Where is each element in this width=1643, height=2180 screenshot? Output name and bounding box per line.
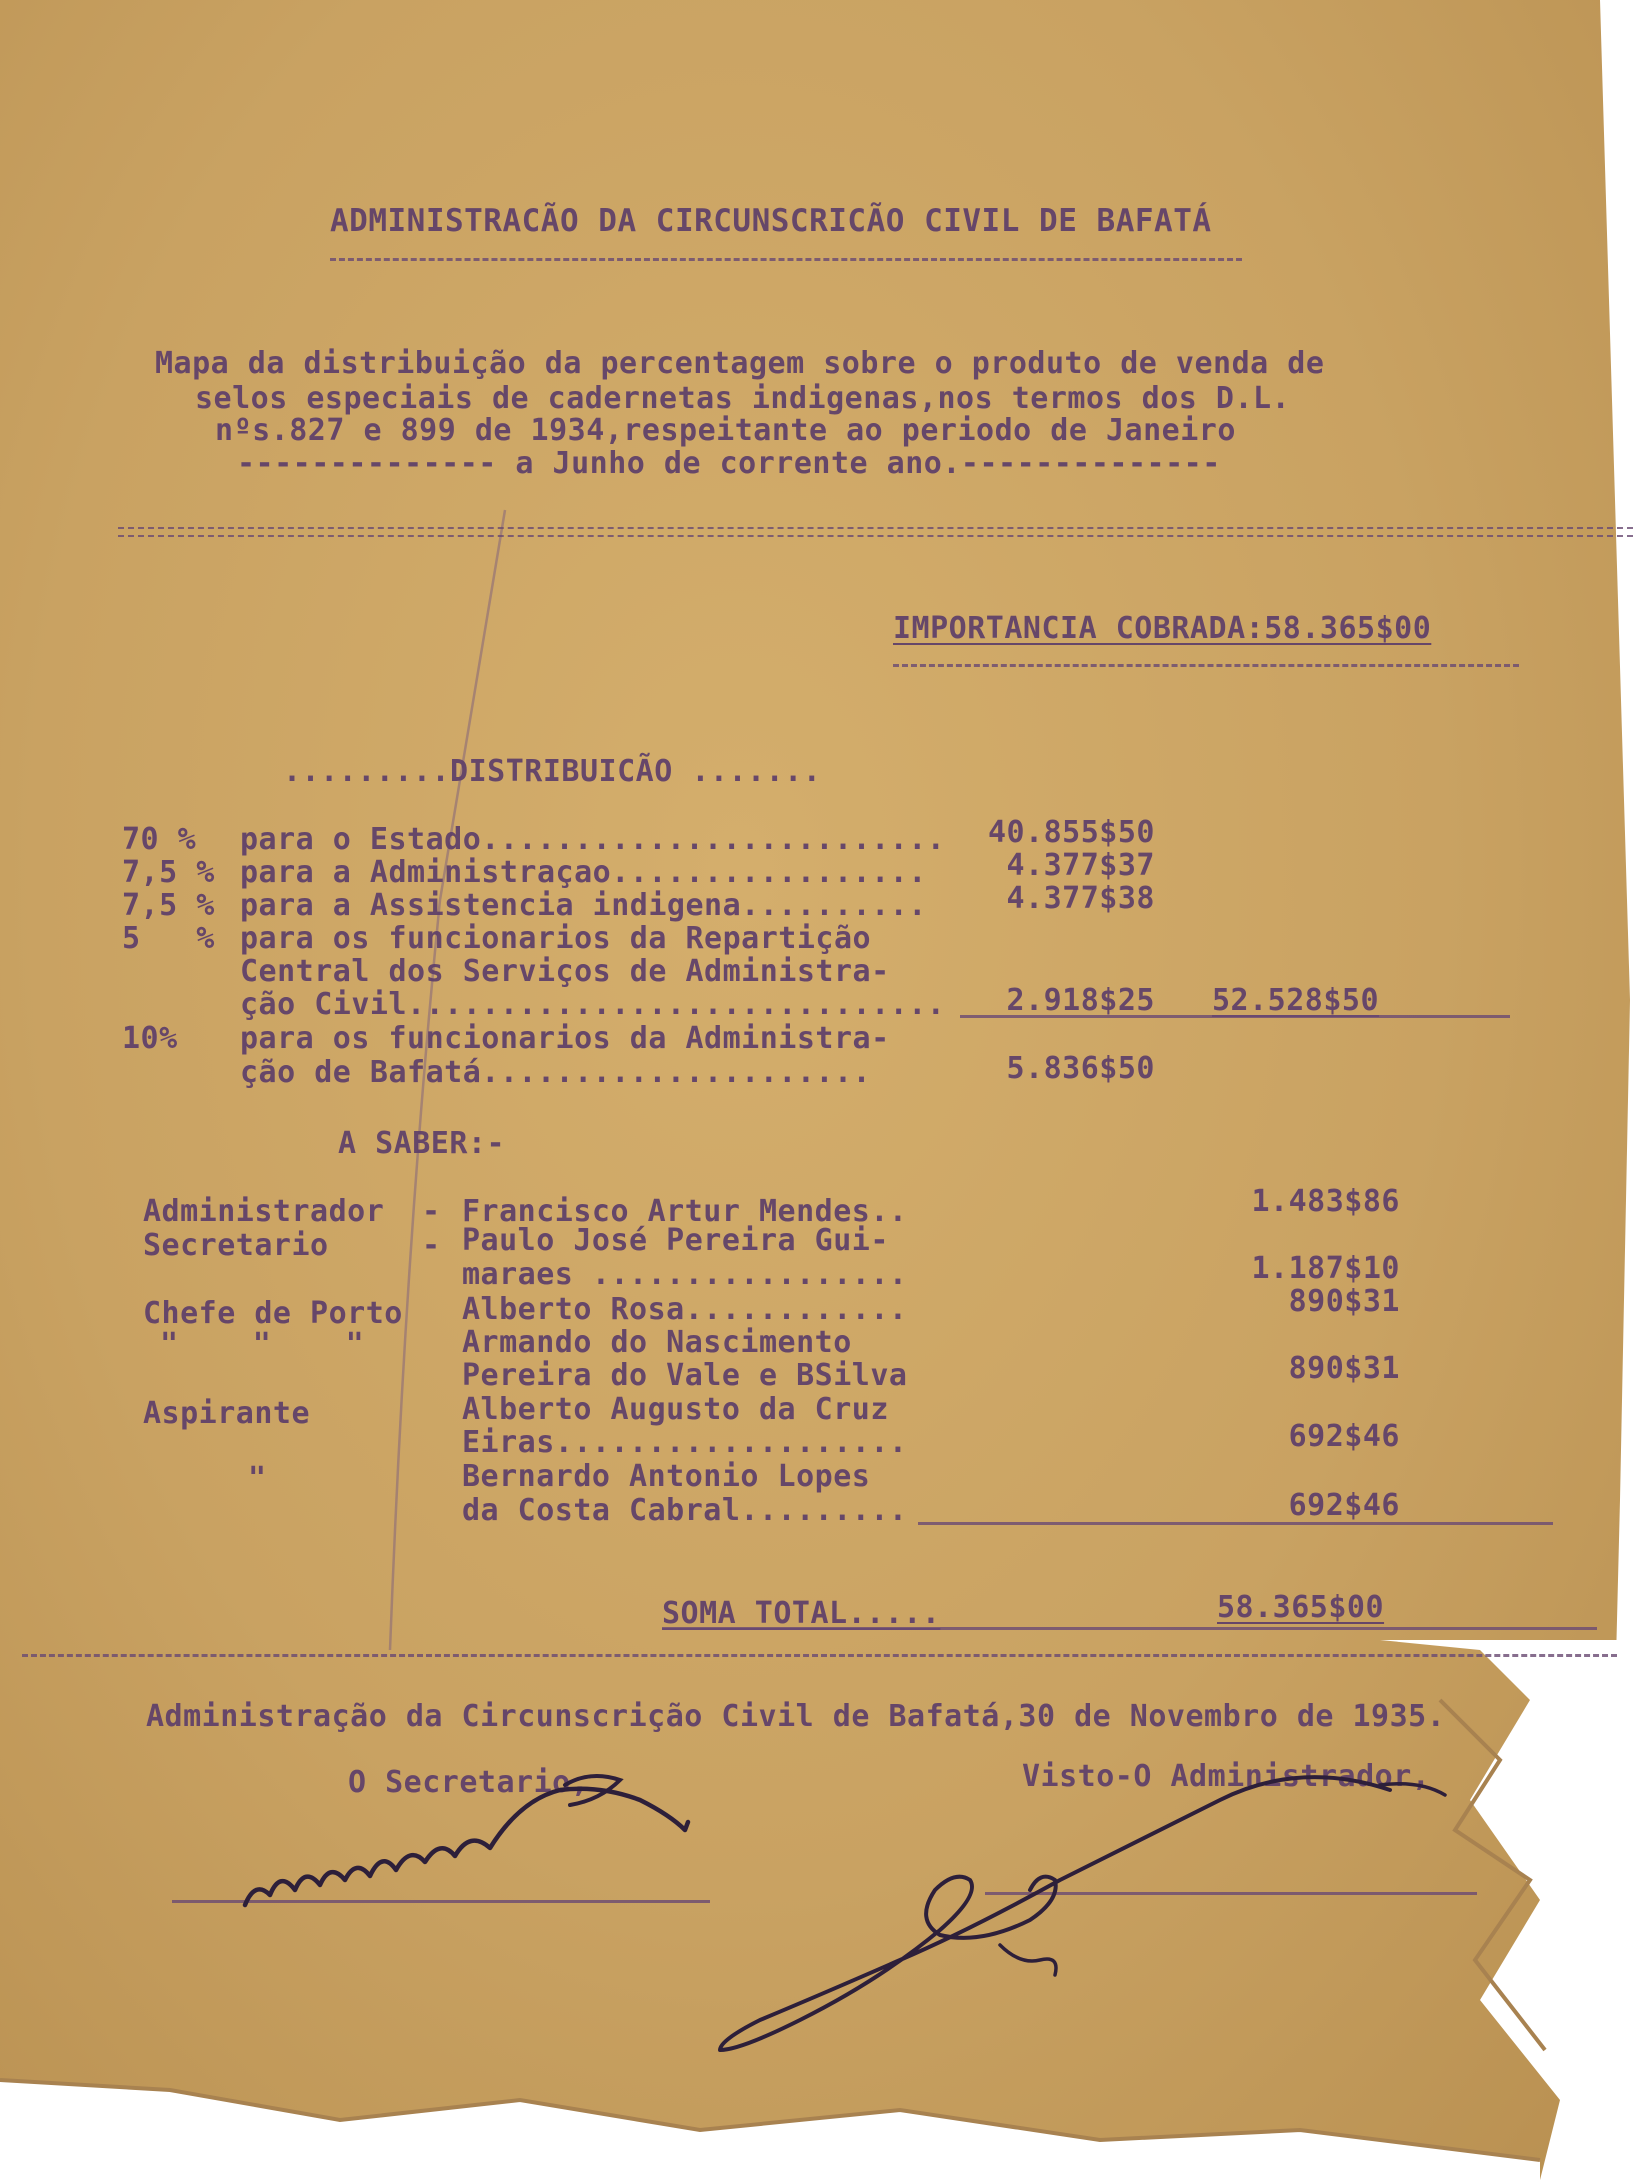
dist-desc: para os funcionarios da Administra-: [240, 1021, 890, 1056]
dist-desc: ção Civil.............................: [240, 987, 946, 1022]
staff-name: Francisco Artur Mendes..: [462, 1194, 908, 1229]
staff-name: da Costa Cabral.........: [462, 1493, 908, 1528]
dist-desc: ção de Bafatá.....................: [240, 1055, 872, 1090]
staff-role: " " ": [160, 1327, 365, 1362]
staff-role: Chefe de Porto: [143, 1296, 403, 1331]
staff-name: Paulo José Pereira Gui-: [462, 1223, 889, 1258]
visto-label: Visto-O Administrador,: [1022, 1759, 1431, 1794]
intro-line-2: selos especiais de cadernetas indigenas,nos termos dos D.L.: [195, 381, 1291, 416]
importancia-cobrada: IMPORTANCIA COBRADA:58.365$00: [893, 611, 1432, 646]
secretario-label: O Secretario,: [348, 1765, 590, 1800]
dist-desc: Central dos Serviços de Administra-: [240, 954, 890, 989]
dist-amount: 4.377$38: [1006, 881, 1155, 916]
staff-role: Aspirante: [143, 1396, 311, 1431]
dist-amount: 4.377$37: [1006, 848, 1155, 883]
intro-line-4: -------------- a Junho de corrente ano.--------------: [237, 446, 1221, 481]
place-date: Administração da Circunscrição Civil de Bafatá,30 de Novembro de 1935.: [146, 1699, 1446, 1734]
intro-line-1: Mapa da distribuição da percentagem sobre o produto de venda de: [155, 346, 1325, 381]
staff-role: Administrador: [143, 1194, 385, 1229]
dist-pct: 7,5 %: [122, 888, 215, 923]
staff-name: Bernardo Antonio Lopes: [462, 1459, 871, 1494]
staff-name: Alberto Augusto da Cruz: [462, 1392, 889, 1427]
soma-total-label: SOMA TOTAL.....: [662, 1596, 941, 1631]
dist-pct: 7,5 %: [122, 855, 215, 890]
document-title: ADMINISTRACÃO DA CIRCUNSCRICÃO CIVIL DE BAFATÁ: [330, 203, 1212, 239]
dist-desc: para a Administraçao.................: [240, 855, 927, 890]
staff-role: Secretario: [143, 1228, 329, 1263]
staff-amount: 1.483$86: [1251, 1184, 1400, 1219]
dist-pct: 5 %: [122, 921, 215, 956]
staff-amount: 692$46: [1288, 1419, 1400, 1454]
staff-name: Armando do Nascimento: [462, 1325, 852, 1360]
staff-amount: 692$46: [1288, 1488, 1400, 1523]
dist-desc: para a Assistencia indigena..........: [240, 888, 927, 923]
staff-name: Alberto Rosa............: [462, 1292, 908, 1327]
dist-pct: 10%: [122, 1021, 178, 1056]
soma-total-value: 58.365$00: [1217, 1590, 1385, 1625]
staff-role: ": [248, 1461, 267, 1496]
staff-amount: 890$31: [1288, 1351, 1400, 1386]
distribuicao-heading: .........DISTRIBUICÃO .......: [283, 754, 822, 789]
staff-amount: 890$31: [1288, 1284, 1400, 1319]
staff-name: Eiras...................: [462, 1425, 908, 1460]
dist-amount: 2.918$25: [1006, 983, 1155, 1018]
staff-name: Pereira do Vale e BSilva: [462, 1358, 908, 1393]
dist-desc: para os funcionarios da Repartição: [240, 921, 872, 956]
dist-amount: 40.855$50: [987, 815, 1155, 850]
dist-desc: para o Estado.........................: [240, 822, 946, 857]
staff-sep: -: [422, 1228, 441, 1263]
dist-amount: 5.836$50: [1006, 1051, 1155, 1086]
dist-subtotal: 52.528$50: [1212, 983, 1380, 1018]
intro-line-3: nºs.827 e 899 de 1934,respeitante ao periodo de Janeiro: [215, 413, 1236, 448]
staff-name: maraes .................: [462, 1257, 908, 1292]
dist-pct: 70 %: [122, 822, 197, 857]
staff-sep: -: [422, 1194, 441, 1229]
staff-amount: 1.187$10: [1251, 1251, 1400, 1286]
a-saber-label: A SABER:-: [338, 1126, 506, 1161]
